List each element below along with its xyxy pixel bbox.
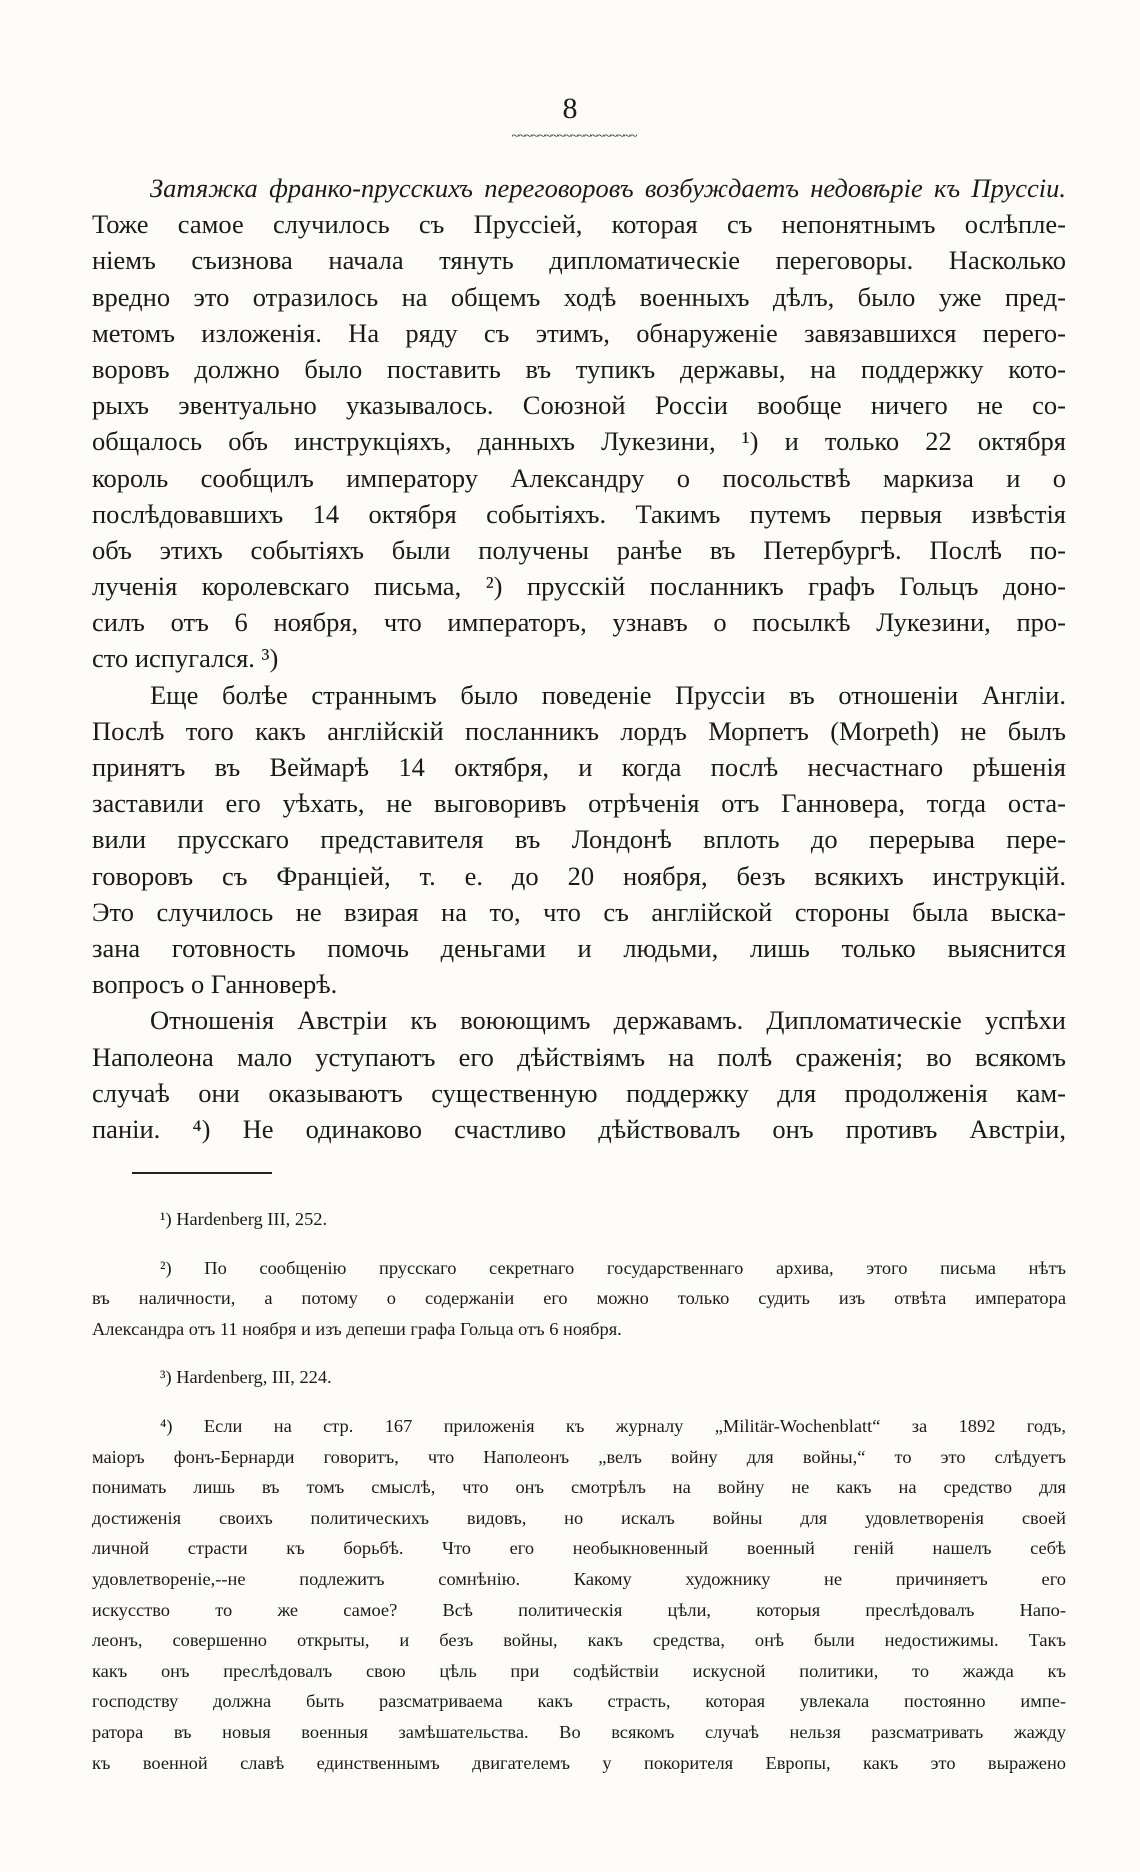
body-line: Наполеона мало уступаютъ его дѣйствіямъ на полѣ сраженія; во всякомъ (92, 1041, 1066, 1072)
footnote-line: понимать лишь въ томъ смыслѣ, что онъ смотрѣлъ на войну не какъ на средство для (92, 1477, 1066, 1498)
header-ornament: ~~~~~~~~~~~~~~~~~~~ (511, 130, 637, 144)
body-line: принятъ въ Веймарѣ 14 октября, и когда послѣ несчастнаго рѣшенія (92, 752, 1066, 782)
body-line: воровъ должно было поставить въ тупикъ державы, на поддержку кото- (92, 353, 1066, 384)
body-line: силъ отъ 6 ноября, что императоръ, узнавъ о посылкѣ Лукезини, про- (92, 607, 1066, 638)
body-line: общалось объ инструкціяхъ, данныхъ Лукезини, ¹) и только 22 октября (92, 426, 1066, 457)
body-line: Это случилось не взирая на то, что съ англійской стороны была выска- (92, 896, 1066, 927)
body-line: случаѣ они оказываютъ существенную поддержку для продолженія кам- (92, 1077, 1066, 1108)
footnote-line: ²) По сообщенію прусскаго секретнаго государственнаго архива, этого письма нѣтъ (160, 1257, 1066, 1278)
footnote-line: ³) Hardenberg, III, 224. (160, 1367, 332, 1388)
body-line: рыхъ эвентуально указывалось. Союзной Россіи вообще ничего не со- (92, 390, 1066, 421)
body-line: Тоже самое случилось съ Пруссіей, которая съ непонятнымъ ослѣпле- (92, 209, 1066, 240)
footnote-line: господству должна быть разсматриваема какъ страсть, которая увлекала постоянно импе- (92, 1691, 1066, 1712)
body-line: метомъ изложенія. На ряду съ этимъ, обнаруженіе завязавшихся перего- (92, 317, 1066, 348)
body-line: Затяжка франко-прусскихъ переговоровъ возбуждаетъ недовѣріе къ Пруссіи. (150, 173, 1066, 203)
footnote-line: маіоръ фонъ-Бернарди говоритъ, что Наполеонъ „велъ войну для войны,“ то это слѣдуетъ (92, 1446, 1066, 1467)
body-line: вопросъ о Ганноверѣ. (92, 969, 338, 1000)
body-line: вили прусскаго представителя въ Лондонѣ вплоть до перерыва пере- (92, 824, 1066, 855)
body-line: паніи. ⁴) Не одинаково счастливо дѣйствовалъ онъ противъ Австріи, (92, 1113, 1066, 1144)
main-text (92, 170, 1066, 1147)
body-line: Отношенія Австріи къ воюющимъ державамъ. Дипломатическіе успѣхи (150, 1005, 1066, 1036)
footnote-line: достиженія своихъ политическихъ видовъ, но искалъ войны для удовлетворенія своей (92, 1507, 1066, 1528)
footnote-line: въ наличности, а потому о содержаніи его можно только судить изъ отвѣта императора (92, 1288, 1066, 1309)
footnote-separator (132, 1172, 272, 1174)
body-line: зана готовность помочь деньгами и людьми, лишь только выяснится (92, 932, 1066, 963)
page-number: 8 (562, 92, 578, 125)
body-line: объ этихъ событіяхъ были получены ранѣе въ Петербургѣ. Послѣ по- (92, 534, 1066, 565)
footnote-line: искусство то же самое? Всѣ политическія цѣли, которыя преслѣдовалъ Напо- (92, 1599, 1066, 1620)
body-line: король сообщилъ императору Александру о посольствѣ маркиза и о (92, 462, 1066, 493)
body-line: Еще болѣе страннымъ было поведеніе Пруссіи въ отношеніи Англіи. (150, 679, 1066, 710)
footnote-line: какъ онъ преслѣдовалъ свою цѣль при содѣйствіи искусной политики, то жажда къ (92, 1660, 1066, 1681)
footnotes (92, 1204, 1066, 1778)
body-line: заставили его уѣхать, не выговоривъ отрѣченія отъ Ганновера, тогда оста- (92, 788, 1066, 819)
body-line: лученія королевскаго письма, ²) прусскій посланникъ графъ Гольцъ доно- (92, 571, 1066, 602)
footnote-line: Александра отъ 11 ноября и изъ депеши графа Гольца отъ 6 ноября. (92, 1318, 622, 1339)
body-line: говоровъ съ Франціей, т. е. до 20 ноября, безъ всякихъ инструкцій. (92, 860, 1066, 891)
footnote-line: ⁴) Если на стр. 167 приложенія къ журналу „Militär-Wochenblatt“ за 1892 годъ, (160, 1415, 1066, 1436)
footnote-line: удовлетвореніе,--не подлежитъ сомнѣнію. Какому художнику не причиняетъ его (92, 1568, 1066, 1589)
footnote-line: леонъ, совершенно открыты, и безъ войны, какъ средства, онѣ были недостижимы. Такъ (92, 1630, 1066, 1651)
body-line: вредно это отразилось на общемъ ходѣ военныхъ дѣлъ, было уже пред- (92, 281, 1066, 312)
footnote-line: къ военной славѣ единственнымъ двигателемъ у покорителя Европы, какъ это выражено (92, 1752, 1066, 1773)
body-line: ніемъ съизнова начала тянуть дипломатическіе переговоры. Насколько (92, 245, 1066, 276)
footnote-line: личной страсти къ борьбѣ. Что его необыкновенный военный геній нашелъ себѣ (92, 1538, 1066, 1559)
footnote-line: ¹) Hardenberg III, 252. (160, 1209, 328, 1229)
body-line: сто испугался. ³) (92, 643, 279, 674)
body-line: послѣдовавшихъ 14 октября событіяхъ. Такимъ путемъ первыя извѣстія (92, 498, 1066, 529)
footnote-line: ратора въ новыя военныя замѣшательства. Во всякомъ случаѣ нельзя разсматривать жажду (92, 1721, 1066, 1742)
body-line: Послѣ того какъ англійскій посланникъ лордъ Морпетъ (Morpeth) не былъ (92, 715, 1066, 746)
